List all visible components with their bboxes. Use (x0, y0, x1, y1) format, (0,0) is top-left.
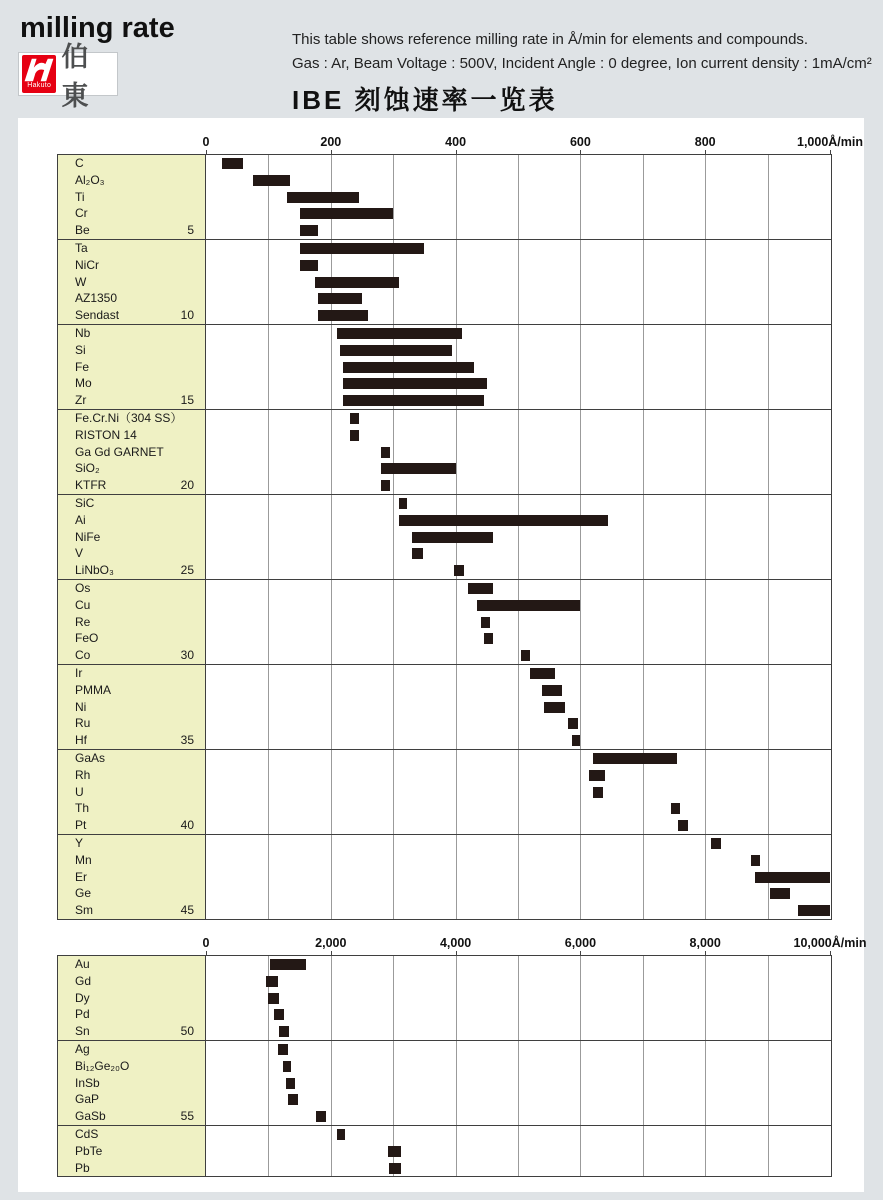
row-number: 40 (180, 818, 194, 833)
row-label-Cu: Cu (75, 597, 91, 612)
row-group (58, 239, 831, 324)
page-title: milling rate (20, 12, 175, 44)
row-label-PMMA: PMMA (75, 682, 111, 697)
gridline (331, 750, 332, 834)
plot-cell (206, 956, 831, 1040)
row-label-PbTe: PbTe (75, 1143, 103, 1158)
plot-cell (206, 835, 831, 919)
range-bar-Fe (343, 362, 474, 373)
range-bar-Cr (300, 208, 394, 219)
gridline (518, 495, 519, 579)
axis-tick-label: 4,000 (439, 936, 472, 950)
label-cell (58, 956, 206, 1040)
range-bar-NiFe (412, 532, 493, 543)
range-bar-Th (671, 803, 680, 814)
row-label-FeO: FeO (75, 631, 99, 646)
row-label-Ti: Ti (75, 189, 85, 204)
gridline (456, 956, 457, 1040)
hakuto-h-glyph (23, 58, 55, 82)
milling-rate-chart-0-1000 (18, 135, 864, 920)
gridline (705, 956, 706, 1040)
gridline (768, 155, 769, 239)
row-number: 25 (180, 563, 194, 578)
range-bar-PMMA (542, 685, 562, 696)
range-bar-RISTON 14 (350, 430, 359, 441)
gridline (456, 580, 457, 664)
row-label-SiO₂: SiO₂ (75, 461, 100, 476)
axis-tick-label: 6,000 (564, 936, 597, 950)
gridline (268, 325, 269, 409)
row-group (58, 834, 831, 919)
range-bar-Er (755, 872, 830, 883)
gridline (331, 1126, 332, 1176)
row-group (58, 1125, 831, 1176)
range-bar-Ti (287, 192, 359, 203)
milling-rate-chart-0-10000 (18, 936, 867, 1177)
gridline (268, 580, 269, 664)
gridline (331, 580, 332, 664)
gridline (643, 240, 644, 324)
gridline (643, 410, 644, 494)
row-group (58, 1040, 831, 1125)
row-label-Si: Si (75, 342, 86, 357)
axis-row (18, 936, 867, 955)
plot-cell (206, 1041, 831, 1125)
row-label-Ni: Ni (75, 699, 87, 714)
range-bar-KTFR (381, 480, 390, 491)
gridline (705, 580, 706, 664)
gridline (580, 1041, 581, 1125)
range-bar-Al₂O₃ (253, 175, 290, 186)
row-label-Co: Co (75, 648, 91, 663)
range-bar-GaSb (316, 1111, 326, 1122)
gridline (580, 325, 581, 409)
range-bar-U (593, 787, 604, 798)
row-label-Zr: Zr (75, 393, 87, 408)
axis-tick-label: 400 (445, 135, 467, 149)
row-label-NiCr: NiCr (75, 257, 99, 272)
gridline (518, 240, 519, 324)
gridline (768, 580, 769, 664)
range-bar-Nb (337, 328, 462, 339)
range-bar-Mn (751, 855, 760, 866)
row-label-Re: Re (75, 614, 91, 629)
range-bar-Ga Gd GARNET (381, 447, 390, 458)
gridline (518, 956, 519, 1040)
range-bar-NiCr (300, 260, 319, 271)
plot-cell (206, 155, 831, 239)
gridline (643, 1041, 644, 1125)
hakuto-logo-text: Hakuto (27, 82, 52, 89)
row-label-Sendast: Sendast (75, 308, 120, 323)
range-bar-SiC (399, 498, 407, 509)
row-label-Fe: Fe (75, 359, 90, 374)
axis-tick-label: 1,000Å/min (796, 135, 864, 149)
gridline (705, 155, 706, 239)
gridline (643, 1126, 644, 1176)
gridline (331, 665, 332, 749)
gridline (768, 1126, 769, 1176)
row-number: 55 (180, 1109, 194, 1124)
row-label-Al₂O₃: Al₂O₃ (75, 172, 105, 187)
gridline (768, 750, 769, 834)
gridline (580, 956, 581, 1040)
range-bar-GaP (288, 1094, 297, 1105)
gridline (393, 665, 394, 749)
label-cell (58, 1041, 206, 1125)
label-cell (58, 495, 206, 579)
label-cell (58, 835, 206, 919)
gridline (643, 665, 644, 749)
gridline (768, 325, 769, 409)
row-label-Hf: Hf (75, 733, 87, 748)
label-cell (58, 410, 206, 494)
gridline (518, 1126, 519, 1176)
gridline (456, 1041, 457, 1125)
row-label-Ir: Ir (75, 666, 83, 680)
range-bar-V (412, 548, 423, 559)
gridline (580, 155, 581, 239)
gridline (518, 750, 519, 834)
row-label-GaP: GaP (75, 1092, 100, 1107)
gridline (393, 580, 394, 664)
row-group (58, 956, 831, 1040)
gridline (268, 835, 269, 919)
range-bar-Rh (589, 770, 605, 781)
range-bar-Mo (343, 378, 487, 389)
gridline (456, 1126, 457, 1176)
label-cell (58, 1126, 206, 1176)
row-label-U: U (75, 784, 84, 799)
row-label-Sm: Sm (75, 903, 93, 918)
axis-tick-label: 2,000 (315, 936, 347, 950)
gridline (331, 956, 332, 1040)
label-cell (58, 750, 206, 834)
gridline (331, 495, 332, 579)
row-label-NiFe: NiFe (75, 529, 101, 544)
row-label-Pd: Pd (75, 1007, 90, 1022)
gridline (393, 495, 394, 579)
range-bar-Co (521, 650, 530, 661)
plot-cell (206, 325, 831, 409)
row-label-Be: Be (75, 223, 90, 238)
row-group (58, 494, 831, 579)
plot-cell (206, 665, 831, 749)
axis-row (18, 135, 864, 154)
row-label-GaAs: GaAs (75, 751, 106, 765)
gridline (705, 1126, 706, 1176)
range-bar-AZ1350 (318, 293, 362, 304)
range-bar-Sendast (318, 310, 368, 321)
range-bar-CdS (337, 1129, 345, 1140)
axis-tick-label: 0 (202, 936, 210, 950)
range-bar-Ni (544, 702, 565, 713)
range-bar-Ta (300, 243, 425, 254)
row-label-Gd: Gd (75, 973, 92, 988)
gridline (331, 410, 332, 494)
gridline (456, 835, 457, 919)
range-bar-Zr (343, 395, 483, 406)
range-bar-Ir (530, 668, 555, 679)
row-number: 10 (180, 308, 194, 323)
gridline (393, 155, 394, 239)
label-cell (58, 580, 206, 664)
range-bar-Pb (389, 1163, 401, 1174)
gridline (643, 495, 644, 579)
range-bar-InSb (286, 1078, 295, 1089)
row-label-Sn: Sn (75, 1024, 90, 1039)
axis-tick-label: 0 (202, 135, 210, 149)
range-bar-Hf (572, 735, 581, 746)
row-label-Ai: Ai (75, 512, 86, 527)
row-label-Nb: Nb (75, 326, 91, 340)
gridline (768, 410, 769, 494)
gridline (768, 665, 769, 749)
gridline (768, 495, 769, 579)
label-cell (58, 240, 206, 324)
range-bar-W (315, 277, 399, 288)
chart-box (57, 154, 832, 920)
axis-tick-label: 10,000Å/min (793, 936, 867, 950)
gridline (393, 1041, 394, 1125)
gridline (393, 956, 394, 1040)
row-label-RISTON 14: RISTON 14 (75, 427, 137, 442)
label-cell (58, 325, 206, 409)
row-number: 45 (180, 903, 194, 918)
gridline (643, 155, 644, 239)
gridline (268, 1126, 269, 1176)
range-bar-Y (711, 838, 721, 849)
gridline (268, 750, 269, 834)
description-line1: This table shows reference milling rate in Å/min for elements and compounds. (292, 31, 809, 48)
plot-cell (206, 580, 831, 664)
chart-box (57, 955, 832, 1177)
gridline (705, 835, 706, 919)
hakuto-logo-cjk: 伯東 (61, 42, 91, 111)
gridline (580, 750, 581, 834)
gridline (580, 665, 581, 749)
axis-tick-label: 8,000 (689, 936, 721, 950)
range-bar-Ag (278, 1044, 287, 1055)
gridline (518, 155, 519, 239)
plot-cell (206, 240, 831, 324)
plot-cell (206, 410, 831, 494)
gridline (268, 665, 269, 749)
range-bar-Ai (399, 515, 608, 526)
gridline (705, 750, 706, 834)
row-label-C: C (75, 156, 84, 170)
range-bar-Sm (798, 905, 830, 916)
gridline (518, 835, 519, 919)
row-label-Ru: Ru (75, 716, 91, 731)
row-number: 30 (180, 648, 194, 663)
row-label-W: W (75, 274, 87, 289)
hakuto-logo-icon (22, 55, 56, 93)
gridline (643, 325, 644, 409)
range-bar-C (222, 158, 244, 169)
hakuto-logo (18, 42, 118, 111)
gridline (518, 665, 519, 749)
row-label-GaSb: GaSb (75, 1109, 106, 1124)
row-number: 5 (187, 223, 194, 238)
plot-cell (206, 750, 831, 834)
row-label-Mn: Mn (75, 852, 92, 867)
gridline (331, 1041, 332, 1125)
gridline (268, 1041, 269, 1125)
range-bar-Pd (274, 1009, 284, 1020)
row-label-Pt: Pt (75, 818, 87, 833)
range-bar-Ru (568, 718, 578, 729)
gridline (456, 750, 457, 834)
gridline (643, 580, 644, 664)
row-label-Au: Au (75, 957, 90, 971)
gridline (331, 835, 332, 919)
gridline (768, 240, 769, 324)
row-label-Th: Th (75, 801, 90, 816)
range-bar-Gd (266, 976, 278, 987)
gridline (456, 665, 457, 749)
row-label-SiC: SiC (75, 496, 95, 510)
row-group (58, 155, 831, 239)
gridline (580, 580, 581, 664)
row-number: 50 (180, 1024, 194, 1039)
gridline (768, 956, 769, 1040)
plot-cell (206, 495, 831, 579)
range-bar-Cu (477, 600, 580, 611)
axis-tick-label: 200 (320, 135, 342, 149)
gridline (518, 410, 519, 494)
row-label-Ge: Ge (75, 886, 92, 901)
row-label-Rh: Rh (75, 767, 91, 782)
range-bar-Pt (678, 820, 688, 831)
range-bar-Re (481, 617, 490, 628)
row-label-Ta: Ta (75, 241, 88, 255)
gridline (768, 1041, 769, 1125)
row-label-Er: Er (75, 869, 87, 884)
range-bar-Be (300, 225, 319, 236)
row-group (58, 579, 831, 664)
range-bar-Sn (279, 1026, 289, 1037)
row-number: 15 (180, 393, 194, 408)
row-group (58, 749, 831, 834)
gridline (456, 240, 457, 324)
range-bar-Bi₁₂Ge₂₀O (283, 1061, 292, 1072)
gridline (393, 410, 394, 494)
range-bar-SiO₂ (381, 463, 456, 474)
gridline (705, 325, 706, 409)
gridline (705, 1041, 706, 1125)
range-bar-PbTe (388, 1146, 400, 1157)
row-label-Dy: Dy (75, 990, 90, 1005)
gridline (268, 155, 269, 239)
range-bar-Os (468, 583, 493, 594)
description-line2: Gas : Ar, Beam Voltage : 500V, Incident Angle : 0 degree, Ion current density : 1mA/cm² (292, 55, 872, 72)
gridline (643, 835, 644, 919)
row-label-Mo: Mo (75, 376, 92, 391)
subtitle-cjk: IBE 刻蚀速率一览表 (292, 85, 558, 115)
row-label-Pb: Pb (75, 1160, 90, 1175)
row-label-Fe.Cr.Ni（304 SS）: Fe.Cr.Ni（304 SS） (75, 411, 183, 425)
range-bar-GaAs (593, 753, 677, 764)
gridline (518, 580, 519, 664)
gridline (705, 240, 706, 324)
gridline (580, 240, 581, 324)
gridline (580, 410, 581, 494)
row-number: 35 (180, 733, 194, 748)
gridline (518, 1041, 519, 1125)
gridline (268, 410, 269, 494)
row-label-Os: Os (75, 581, 91, 595)
range-bar-Dy (268, 993, 279, 1004)
range-bar-Fe.Cr.Ni（304 SS） (350, 413, 359, 424)
row-number: 20 (180, 478, 194, 493)
row-label-Bi₁₂Ge₂₀O: Bi₁₂Ge₂₀O (75, 1058, 130, 1073)
row-group (58, 324, 831, 409)
row-label-Ag: Ag (75, 1042, 90, 1056)
row-label-V: V (75, 546, 84, 561)
gridline (705, 495, 706, 579)
gridline (518, 325, 519, 409)
gridline (268, 240, 269, 324)
gridline (268, 495, 269, 579)
gridline (705, 410, 706, 494)
row-label-InSb: InSb (75, 1075, 100, 1090)
gridline (580, 495, 581, 579)
row-label-Cr: Cr (75, 206, 88, 221)
gridline (393, 835, 394, 919)
gridline (456, 155, 457, 239)
range-bar-FeO (484, 633, 493, 644)
label-cell (58, 155, 206, 239)
row-group (58, 409, 831, 494)
gridline (580, 1126, 581, 1176)
gridline (393, 750, 394, 834)
gridline (643, 956, 644, 1040)
row-label-Ga Gd GARNET: Ga Gd GARNET (75, 444, 164, 459)
range-bar-Au (270, 959, 306, 970)
row-label-Y: Y (75, 836, 84, 850)
row-label-KTFR: KTFR (75, 478, 107, 493)
row-label-AZ1350: AZ1350 (75, 291, 118, 306)
label-cell (58, 665, 206, 749)
range-bar-LiNbO₃ (454, 565, 463, 576)
row-group (58, 664, 831, 749)
plot-cell (206, 1126, 831, 1176)
axis-tick-label: 600 (569, 135, 591, 149)
row-label-CdS: CdS (75, 1127, 99, 1141)
axis-tick-label: 800 (694, 135, 716, 149)
row-label-LiNbO₃: LiNbO₃ (75, 563, 114, 578)
range-bar-Ge (770, 888, 790, 899)
gridline (456, 410, 457, 494)
gridline (580, 835, 581, 919)
range-bar-Si (340, 345, 452, 356)
gridline (331, 325, 332, 409)
chart-panel (18, 118, 867, 1192)
gridline (705, 665, 706, 749)
